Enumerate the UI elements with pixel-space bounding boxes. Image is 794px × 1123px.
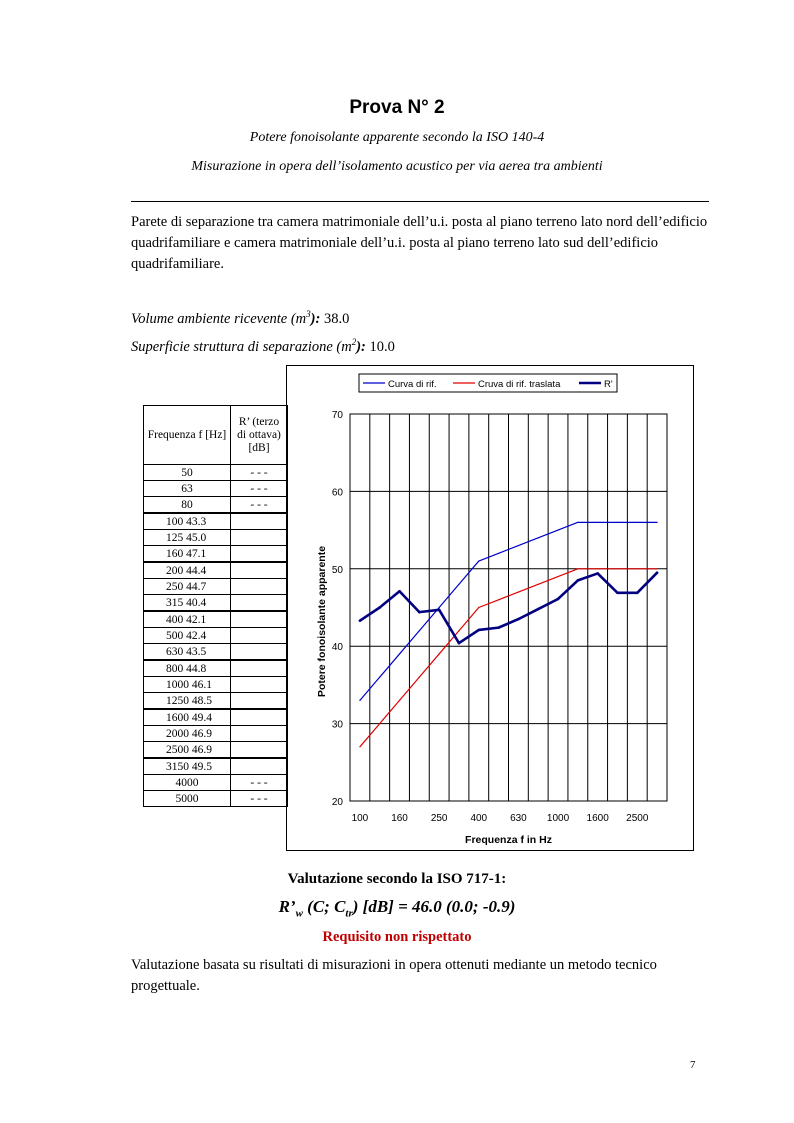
table-row — [144, 726, 288, 742]
evaluation-note: Valutazione basata su risultati di misurazioni in opera ottenuti mediante un metodo tecnico progettuale. — [131, 957, 657, 994]
x-tick-label: 1000 — [546, 813, 570, 824]
header-frequency: Frequenza f [Hz] — [144, 406, 231, 465]
data-point — [517, 618, 520, 621]
data-point — [577, 579, 580, 582]
cell-frequency: 630 43.5 — [144, 644, 231, 661]
cell-frequency: 400 42.1 — [144, 611, 231, 628]
data-point — [379, 723, 380, 724]
y-tick-label: 60 — [331, 487, 343, 499]
cell-frequency: 63 — [144, 481, 231, 497]
data-point — [636, 591, 639, 594]
table-row — [144, 758, 288, 775]
table-header-row — [144, 406, 288, 465]
cell-r-value — [231, 693, 288, 710]
data-point — [577, 522, 578, 523]
receiving-volume — [131, 309, 349, 328]
data-point — [656, 571, 659, 574]
data-point — [538, 537, 539, 538]
requirement-status: Requisito non rispettato — [322, 929, 472, 945]
cell-r-value: - - - — [231, 481, 288, 497]
y-tick-label: 50 — [331, 564, 343, 576]
x-tick-label: 2500 — [626, 813, 649, 824]
evaluation-heading: Valutazione secondo la ISO 717-1: — [287, 871, 507, 887]
cell-frequency: 5000 — [144, 791, 231, 807]
cell-frequency: 500 42.4 — [144, 628, 231, 644]
cell-frequency: 160 47.1 — [144, 546, 231, 563]
data-point — [498, 553, 499, 554]
x-tick-label: 1600 — [586, 813, 609, 824]
surface-unit-exp: 2 — [351, 337, 357, 347]
cell-frequency: 50 — [144, 465, 231, 481]
cell-frequency: 2000 46.9 — [144, 726, 231, 742]
cell-r-value: - - - — [231, 465, 288, 481]
data-point — [497, 626, 500, 629]
table-row — [144, 465, 288, 481]
x-tick-label: 160 — [391, 813, 408, 824]
result-symbol: R’ — [278, 897, 296, 916]
results-table — [143, 405, 288, 807]
table-row — [144, 530, 288, 546]
data-point — [378, 606, 381, 609]
cell-frequency: 125 45.0 — [144, 530, 231, 546]
result-mid: (C; C — [302, 897, 346, 916]
data-point — [418, 611, 421, 614]
data-point — [359, 746, 360, 747]
volume-label-end: ): — [310, 310, 321, 327]
cell-r-value — [231, 595, 288, 612]
cell-frequency: 1600 49.4 — [144, 709, 231, 726]
cell-frequency: 200 44.4 — [144, 562, 231, 579]
volume-value: 38.0 — [320, 310, 350, 327]
data-point — [656, 522, 657, 523]
cell-frequency: 80 — [144, 497, 231, 514]
data-point — [557, 598, 560, 601]
data-point — [597, 568, 598, 569]
cell-frequency: 1250 48.5 — [144, 693, 231, 710]
data-point — [637, 522, 638, 523]
surface-label: Superficie struttura di separazione (m — [131, 338, 352, 355]
surface-label-end: ): — [356, 338, 366, 355]
data-point — [537, 608, 540, 611]
table-row — [144, 791, 288, 807]
cell-frequency: 315 40.4 — [144, 595, 231, 612]
data-point — [458, 584, 459, 585]
cell-r-value: - - - — [231, 775, 288, 791]
table-row — [144, 611, 288, 628]
sound-insulation-chart — [287, 366, 693, 850]
legend-label: Curva di rif. — [388, 379, 437, 390]
cell-r-value — [231, 726, 288, 742]
table-row — [144, 660, 288, 677]
data-point — [617, 522, 618, 523]
data-point — [398, 590, 401, 593]
cell-frequency: 1000 46.1 — [144, 677, 231, 693]
legend-label: Cruva di rif. traslata — [478, 379, 561, 390]
x-tick-label: 400 — [470, 813, 488, 824]
table-row — [144, 579, 288, 595]
cell-r-value — [231, 562, 288, 579]
cell-r-value — [231, 530, 288, 546]
cell-r-value — [231, 546, 288, 563]
data-point — [379, 677, 380, 678]
data-point — [617, 568, 618, 569]
y-tick-label: 40 — [331, 642, 343, 654]
cell-frequency: 800 44.8 — [144, 660, 231, 677]
table-row — [144, 546, 288, 563]
data-point — [399, 653, 400, 654]
table-row — [144, 742, 288, 759]
data-point — [419, 630, 420, 631]
chart-frame — [286, 365, 694, 851]
data-point — [597, 522, 598, 523]
cell-r-value — [231, 644, 288, 661]
x-tick-label: 100 — [351, 813, 369, 824]
y-tick-label: 30 — [331, 719, 343, 731]
wall-description: Parete di separazione tra camera matrimoniale dell’u.i. posta al piano terreno lato nord dell’edificio quadrifamiliare e camera matrimoniale dell’u.i. posta al piano terreno lato sud dell’edificio quadrifamiliare. — [131, 214, 708, 272]
cell-r-value — [231, 579, 288, 595]
result-value: ) [dB] = 46.0 (0.0; -0.9) — [352, 897, 516, 916]
table-row — [144, 677, 288, 693]
cell-r-value: - - - — [231, 497, 288, 514]
data-point — [458, 642, 461, 645]
data-point — [498, 599, 499, 600]
data-point — [637, 568, 638, 569]
data-point — [656, 568, 657, 569]
divider — [131, 201, 709, 202]
data-point — [438, 609, 441, 612]
data-point — [518, 545, 519, 546]
subtitle-standard: Potere fonoisolante apparente secondo la ISO 140-4 — [249, 130, 545, 145]
volume-unit-exp: 3 — [306, 309, 311, 319]
data-point — [557, 576, 558, 577]
cell-r-value — [231, 742, 288, 759]
table-row — [144, 709, 288, 726]
cell-r-value — [231, 758, 288, 775]
legend-label: R' — [604, 379, 613, 390]
table-row — [144, 628, 288, 644]
table-row — [144, 497, 288, 514]
cell-frequency: 2500 46.9 — [144, 742, 231, 759]
data-point — [359, 619, 362, 622]
data-point — [477, 629, 480, 632]
subtitle-measurement: Misurazione in opera dell’isolamento acustico per via aerea tra ambienti — [191, 159, 603, 174]
cell-frequency: 3150 49.5 — [144, 758, 231, 775]
table-row — [144, 595, 288, 612]
data-point — [478, 607, 479, 608]
table-row — [144, 644, 288, 661]
y-axis-label: Potere fonoisolante apparente — [316, 545, 328, 698]
table-row — [144, 481, 288, 497]
evaluation-result — [0, 897, 794, 919]
data-point — [616, 591, 619, 594]
separation-surface — [131, 337, 395, 356]
data-point — [399, 700, 400, 701]
cell-frequency: 4000 — [144, 775, 231, 791]
header-r: R’ (terzo di ottava) [dB] — [231, 406, 288, 465]
data-point — [458, 630, 459, 631]
page-title: Prova N° 2 — [349, 97, 445, 118]
data-point — [518, 591, 519, 592]
data-point — [596, 572, 599, 575]
result-sub-tr: tr — [345, 907, 353, 920]
data-point — [419, 677, 420, 678]
x-tick-label: 630 — [510, 813, 527, 824]
cell-r-value — [231, 660, 288, 677]
cell-frequency: 100 43.3 — [144, 513, 231, 530]
page-number: 7 — [690, 1059, 696, 1071]
cell-r-value — [231, 611, 288, 628]
cell-r-value — [231, 513, 288, 530]
surface-value: 10.0 — [365, 338, 395, 355]
x-axis-label: Frequenza f in Hz — [465, 834, 552, 846]
cell-r-value — [231, 677, 288, 693]
cell-r-value — [231, 709, 288, 726]
data-point — [538, 584, 539, 585]
data-point — [439, 653, 440, 654]
table-row — [144, 693, 288, 710]
data-point — [577, 568, 578, 569]
result-sub-w: w — [295, 907, 303, 920]
data-point — [439, 607, 440, 608]
cell-frequency: 250 44.7 — [144, 579, 231, 595]
cell-r-value: - - - — [231, 791, 288, 807]
cell-r-value — [231, 628, 288, 644]
data-point — [557, 530, 558, 531]
volume-label: Volume ambiente ricevente (m — [131, 310, 307, 327]
x-tick-label: 250 — [430, 813, 448, 824]
y-tick-label: 70 — [331, 410, 343, 421]
table-row — [144, 562, 288, 579]
table-row — [144, 513, 288, 530]
data-point — [359, 700, 360, 701]
y-tick-label: 20 — [331, 797, 343, 808]
data-point — [478, 560, 479, 561]
table-row — [144, 775, 288, 791]
